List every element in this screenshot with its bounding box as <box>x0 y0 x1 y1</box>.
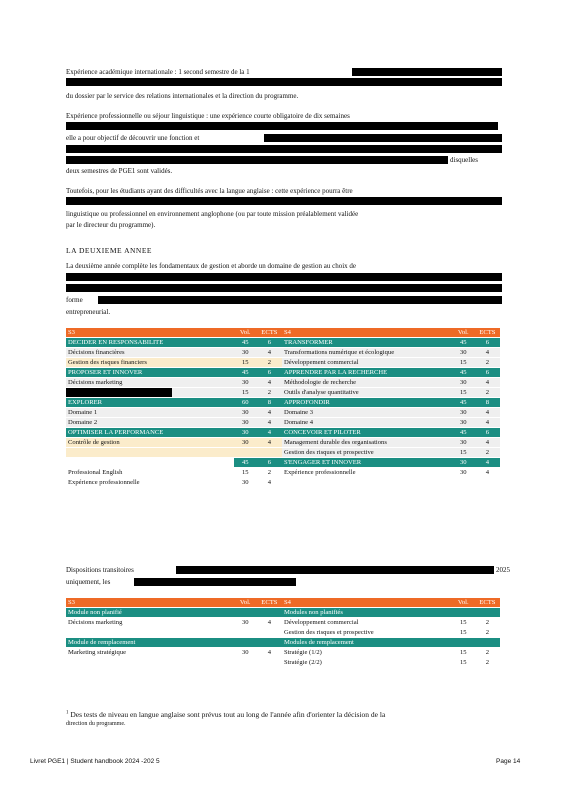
table-header-cell: ECTS <box>257 598 282 608</box>
table-cell <box>257 658 282 668</box>
table-cell: 45 <box>452 398 475 408</box>
table-cell: 6 <box>257 368 282 378</box>
paragraph-line: elle a pour objectif de découvrir une fonction et <box>66 134 200 142</box>
table-cell: Expérience professionnelle <box>66 478 234 488</box>
redaction-bar <box>176 566 494 574</box>
paragraph-line: forme <box>66 296 83 304</box>
table-cell: Décisions marketing <box>66 378 234 388</box>
table-cell: APPRENDRE PAR LA RECHERCHE <box>282 368 452 378</box>
table-row <box>66 468 500 478</box>
table-cell: 6 <box>257 458 282 468</box>
table-header-cell: Vol. <box>234 328 257 338</box>
table-cell: Module non planifié <box>66 608 234 618</box>
table-row <box>66 358 500 368</box>
paragraph-line: disquelles <box>450 156 478 164</box>
table-cell: 30 <box>452 458 475 468</box>
redaction-bar <box>352 68 502 76</box>
table-row <box>66 658 500 668</box>
table-cell: Stratégie (1/2) <box>282 648 452 658</box>
table-cell <box>475 638 500 648</box>
table-cell: 6 <box>475 368 500 378</box>
paragraph-line: du dossier par le service des relations internationales et la direction du programme. <box>66 92 299 100</box>
table-cell: 2 <box>475 648 500 658</box>
footnote-text-2: direction du programme. <box>66 721 126 727</box>
table-cell: 8 <box>257 398 282 408</box>
paragraph-line: 2025 <box>496 566 510 574</box>
table-row <box>66 608 500 618</box>
table-cell: 4 <box>475 458 500 468</box>
table-cell <box>234 448 257 458</box>
table-header-cell: Vol. <box>452 598 475 608</box>
transitional-table <box>66 598 500 668</box>
redaction-bar <box>66 284 502 292</box>
table-row <box>66 368 500 378</box>
table-cell: 15 <box>234 388 257 398</box>
table-cell <box>475 608 500 618</box>
table-cell: 15 <box>452 648 475 658</box>
table-cell: 15 <box>452 358 475 368</box>
redaction-bar <box>264 134 502 142</box>
table-cell <box>257 448 282 458</box>
table-cell <box>66 628 234 638</box>
table-cell: Domaine 2 <box>66 418 234 428</box>
table-cell: 2 <box>257 468 282 478</box>
table-cell: 4 <box>475 468 500 478</box>
table-header-cell: S3 <box>66 328 234 338</box>
table-cell <box>66 448 234 458</box>
table-cell <box>234 658 257 668</box>
table-row <box>66 438 500 448</box>
table-header-cell: ECTS <box>475 598 500 608</box>
table-cell <box>257 638 282 648</box>
table-row <box>66 398 500 408</box>
table-cell: 2 <box>257 358 282 368</box>
footnote-marker: 1 <box>66 710 69 716</box>
redaction-bar <box>66 122 498 130</box>
redaction-bar <box>66 388 172 397</box>
table-row <box>66 478 500 488</box>
redaction-bar <box>66 273 502 281</box>
table-cell: 4 <box>257 428 282 438</box>
table-cell: 15 <box>452 658 475 668</box>
table-row <box>66 458 500 468</box>
table-cell: 30 <box>234 478 257 488</box>
table-cell: Management durable des organisations <box>282 438 452 448</box>
section-title: LA DEUXIEME ANNEE <box>66 246 152 255</box>
table-cell: 30 <box>452 348 475 358</box>
table-cell: Module de remplacement <box>66 638 234 648</box>
table-cell: Gestion des risques financiers <box>66 358 234 368</box>
table-cell <box>475 478 500 488</box>
table-cell: 2 <box>257 388 282 398</box>
paragraph-line: linguistique ou professionnel en environnement anglophone (ou par toute mission préalablement validée <box>66 210 359 218</box>
table-cell: Décisions financières <box>66 348 234 358</box>
table-cell <box>257 628 282 638</box>
table-cell: Modules de remplacement <box>282 638 452 648</box>
table-cell: 6 <box>475 338 500 348</box>
paragraph-line: entrepreneurial. <box>66 308 111 316</box>
table-cell <box>452 478 475 488</box>
table-row <box>66 618 500 628</box>
table-cell: 15 <box>452 388 475 398</box>
table-cell: Contrôle de gestion <box>66 438 234 448</box>
table-cell: 30 <box>452 378 475 388</box>
table-cell: 15 <box>234 358 257 368</box>
table-cell <box>452 638 475 648</box>
table-cell: 45 <box>452 368 475 378</box>
redaction-bar <box>66 78 502 86</box>
table-cell: OPTIMISER LA PERFORMANCE <box>66 428 234 438</box>
table-cell: Gestion des risques et prospective <box>282 628 452 638</box>
table-cell: Transformations numérique et écologique <box>282 348 452 358</box>
table-cell: 30 <box>234 618 257 628</box>
table-cell: 30 <box>234 418 257 428</box>
table-cell: 30 <box>234 648 257 658</box>
table-cell: DECIDER EN RESPONSABILITE <box>66 338 234 348</box>
table-cell: Développement commercial <box>282 358 452 368</box>
table-cell: 60 <box>234 398 257 408</box>
table-header-cell: S3 <box>66 598 234 608</box>
table-cell: 4 <box>257 378 282 388</box>
table-cell: 30 <box>234 378 257 388</box>
table-cell: 4 <box>257 648 282 658</box>
table-cell: Stratégie (2/2) <box>282 658 452 668</box>
table-cell: 30 <box>234 438 257 448</box>
paragraph-line: par le directeur du programme). <box>66 221 156 229</box>
paragraph-line: Expérience académique internationale : 1 second semestre de la 1 <box>66 68 250 76</box>
table-row <box>66 448 500 458</box>
footer-page-number: Page 14 <box>496 758 521 765</box>
paragraph-line: La deuxième année complète les fondamentaux de gestion et aborde un domaine de gestion au choix de <box>66 262 357 270</box>
table-cell: 8 <box>475 398 500 408</box>
table-cell: 30 <box>234 428 257 438</box>
table-cell: 30 <box>234 348 257 358</box>
table-cell: 2 <box>475 658 500 668</box>
redaction-bar <box>98 296 502 304</box>
table-row <box>66 388 500 398</box>
table-header-cell: Vol. <box>234 598 257 608</box>
table-cell: 2 <box>475 358 500 368</box>
redaction-bar <box>66 145 502 153</box>
footnote-text: Des tests de niveau en langue anglaise sont prévus tout au long de l'année afin d'orienter la décision de la <box>68 710 386 719</box>
table-header-cell: S4 <box>282 598 452 608</box>
table-cell <box>452 608 475 618</box>
table-cell: 45 <box>452 428 475 438</box>
table-cell: 30 <box>234 408 257 418</box>
table-cell: 4 <box>475 418 500 428</box>
table-cell: Expérience professionnelle <box>282 468 452 478</box>
table-cell: Domaine 3 <box>282 408 452 418</box>
table-cell: CONCEVOIR ET PILOTER <box>282 428 452 438</box>
table-cell <box>66 388 234 398</box>
table-cell: S'ENGAGER ET INNOVER <box>282 458 452 468</box>
table-cell: 6 <box>475 428 500 438</box>
table-cell: 15 <box>452 628 475 638</box>
table-cell: 30 <box>452 468 475 478</box>
table-cell <box>234 608 257 618</box>
paragraph-line: deux semestres de PGE1 sont validés. <box>66 167 173 175</box>
table-cell <box>66 658 234 668</box>
table-header-cell: ECTS <box>257 328 282 338</box>
table-cell: 4 <box>475 408 500 418</box>
table-cell: Marketing stratégique <box>66 648 234 658</box>
table-row <box>66 418 500 428</box>
paragraph-line: Dispositions transitoires <box>66 566 134 574</box>
table-cell: 4 <box>257 438 282 448</box>
table-row <box>66 348 500 358</box>
table-cell: 30 <box>452 408 475 418</box>
table-cell: 4 <box>257 478 282 488</box>
table-cell: 15 <box>234 468 257 478</box>
table-row <box>66 428 500 438</box>
table-cell: 2 <box>475 388 500 398</box>
table-cell <box>234 638 257 648</box>
table-cell: 4 <box>257 618 282 628</box>
paragraph-line: Toutefois, pour les étudiants ayant des difficultés avec la langue anglaise : cette expérience pourra être <box>66 187 353 195</box>
table-cell: 2 <box>475 618 500 628</box>
table-header-cell: ECTS <box>475 328 500 338</box>
table-cell: 2 <box>475 448 500 458</box>
table-cell: 45 <box>234 338 257 348</box>
table-cell: Domaine 4 <box>282 418 452 428</box>
table-cell: Développement commercial <box>282 618 452 628</box>
footer-left: Livret PGE1 | Student handbook 2024 -202 5 <box>30 758 160 765</box>
table-cell: Modules non planifiés <box>282 608 452 618</box>
table-cell: 30 <box>452 418 475 428</box>
table-cell: 4 <box>475 378 500 388</box>
table-row <box>66 628 500 638</box>
table-cell: 45 <box>234 458 257 468</box>
paragraph-line: Expérience professionnelle ou séjour linguistique : une expérience courte obligatoire de dix semaines <box>66 112 350 120</box>
table-cell: Gestion des risques et prospective <box>282 448 452 458</box>
table-header-row <box>66 598 500 608</box>
table-cell <box>66 458 234 468</box>
table-row <box>66 408 500 418</box>
redaction-bar <box>134 578 296 586</box>
table-cell <box>234 628 257 638</box>
table-header-row <box>66 328 500 338</box>
table-cell: 4 <box>475 438 500 448</box>
table-cell: TRANSFORMER <box>282 338 452 348</box>
redaction-bar <box>66 156 448 164</box>
table-row <box>66 338 500 348</box>
table-row <box>66 638 500 648</box>
table-cell: 15 <box>452 448 475 458</box>
table-cell: Outils d'analyse quantitative <box>282 388 452 398</box>
paragraph-line: uniquement, les <box>66 578 111 586</box>
table-cell: 4 <box>257 418 282 428</box>
table-cell: 6 <box>257 338 282 348</box>
table-cell: 4 <box>475 348 500 358</box>
table-cell <box>257 608 282 618</box>
footnote <box>66 710 385 719</box>
table-cell: 2 <box>475 628 500 638</box>
table-row <box>66 378 500 388</box>
table-cell: PROPOSER ET INNOVER <box>66 368 234 378</box>
table-cell: 15 <box>452 618 475 628</box>
table-cell: Décisions marketing <box>66 618 234 628</box>
table-header-cell: S4 <box>282 328 452 338</box>
table-header-cell: Vol. <box>452 328 475 338</box>
table-cell: Méthodologie de recherche <box>282 378 452 388</box>
table-cell <box>282 478 452 488</box>
table-cell: Professional English <box>66 468 234 478</box>
table-cell: EXPLORER <box>66 398 234 408</box>
curriculum-table <box>66 328 500 488</box>
table-cell: 30 <box>452 438 475 448</box>
table-cell: Domaine 1 <box>66 408 234 418</box>
table-row <box>66 648 500 658</box>
table-cell: 4 <box>257 348 282 358</box>
table-cell: 45 <box>452 338 475 348</box>
redaction-bar <box>66 197 502 205</box>
table-cell: 45 <box>234 368 257 378</box>
table-cell: 4 <box>257 408 282 418</box>
table-cell: APPROFONDIR <box>282 398 452 408</box>
